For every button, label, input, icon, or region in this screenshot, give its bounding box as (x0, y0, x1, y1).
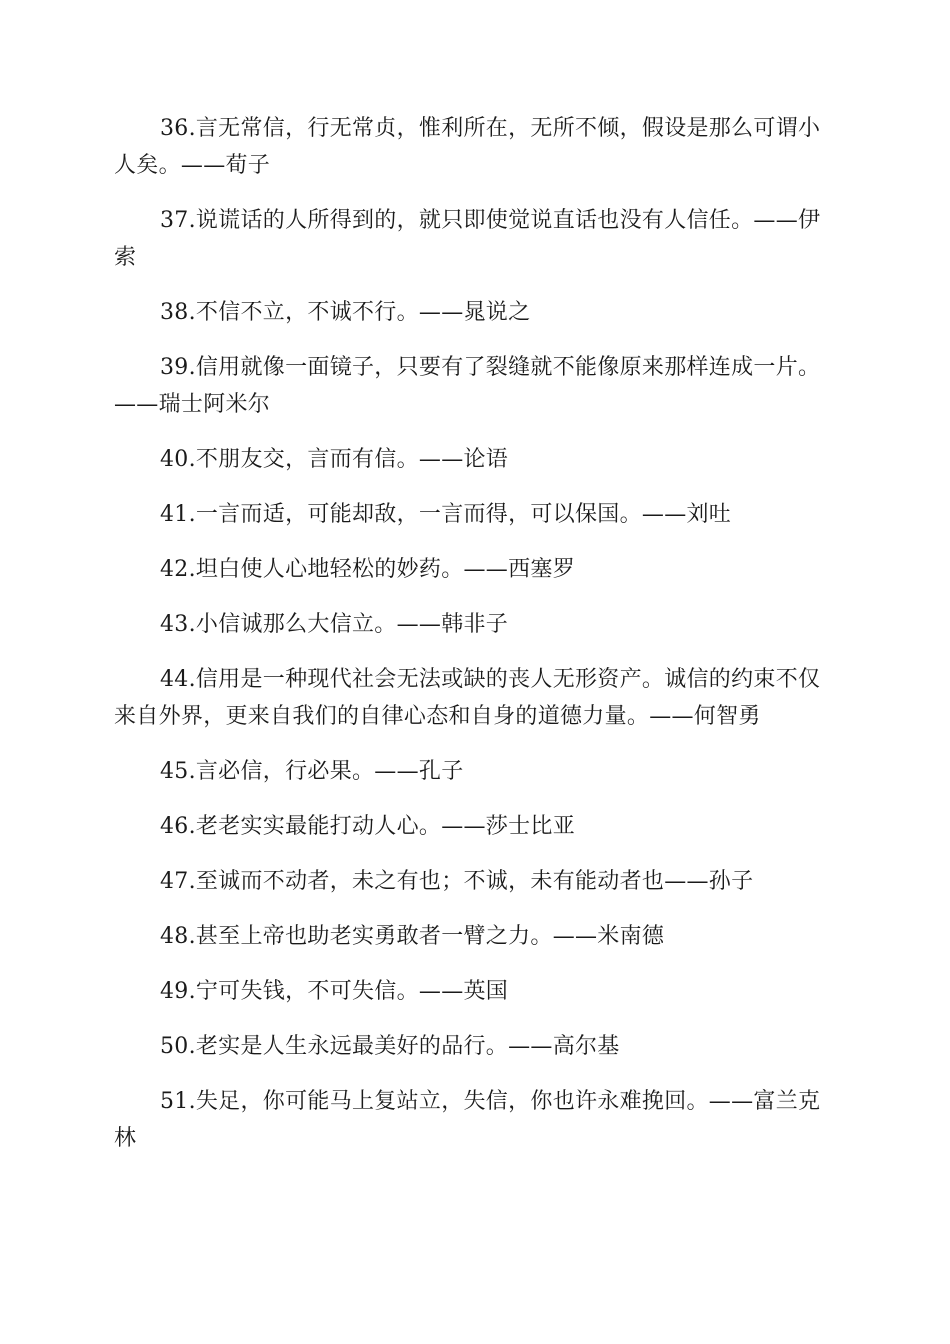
quote-item: 37.说谎话的人所得到的，就只即使觉说直话也没有人信任。——伊索 (114, 208, 821, 270)
quote-item: 46.老老实实最能打动人心。——莎士比亚 (160, 814, 575, 839)
quote-item: 47.至诚而不动者，未之有也；不诚，未有能动者也——孙子 (160, 869, 754, 894)
quote-item: 40.不朋友交，言而有信。——论语 (160, 447, 509, 472)
quote-item: 50.老实是人生永远最美好的品行。——高尔基 (160, 1034, 620, 1059)
quote-item: 44.信用是一种现代社会无法或缺的丧人无形资产。诚信的约束不仅来自外界，更来自我们的自律心态和自身的道德力量。——何智勇 (114, 667, 821, 729)
quote-item: 51.失足，你可能马上复站立，失信，你也许永难挽回。——富兰克林 (114, 1089, 821, 1151)
quote-item: 38.不信不立，不诚不行。——晁说之 (160, 300, 531, 325)
quote-item: 41.一言而适，可能却敌，一言而得，可以保国。——刘吐 (160, 502, 732, 527)
quote-item: 43.小信诚那么大信立。——韩非子 (160, 612, 509, 637)
quote-item: 49.宁可失钱，不可失信。——英国 (160, 979, 509, 1004)
quote-item: 48.甚至上帝也助老实勇敢者一臂之力。——米南德 (160, 924, 665, 949)
quote-item: 45.言必信，行必果。——孔子 (160, 759, 464, 784)
quote-item: 36.言无常信，行无常贞，惟利所在，无所不倾，假设是那么可谓小人矣。——荀子 (114, 116, 821, 178)
quote-item: 42.坦白使人心地轻松的妙药。——西塞罗 (160, 557, 575, 582)
quote-list (114, 110, 826, 1175)
quote-item: 39.信用就像一面镜子，只要有了裂缝就不能像原来那样连成一片。——瑞士阿米尔 (114, 355, 821, 417)
